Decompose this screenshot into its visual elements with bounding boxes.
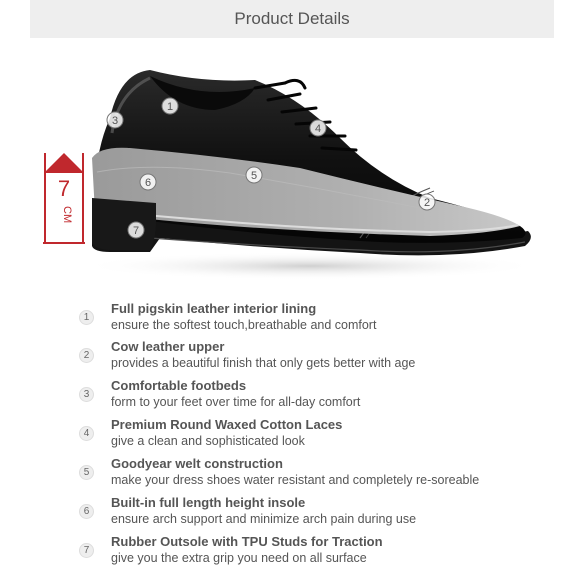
feature-title: Full pigskin leather interior lining — [111, 301, 317, 316]
shoe-illustration — [0, 38, 584, 290]
feature-description: ensure the softest touch,breathable and comfort — [111, 318, 377, 332]
callout-1 — [162, 98, 178, 114]
height-unit: CM — [61, 206, 73, 224]
item-number: 3 — [79, 387, 94, 402]
svg-text:1: 1 — [166, 101, 174, 113]
list-item — [0, 453, 584, 491]
item-number: 4 — [79, 426, 94, 441]
feature-title: Built-in full length height insole — [111, 495, 306, 510]
list-item — [0, 298, 584, 336]
page-header — [30, 0, 554, 38]
callout-2 — [419, 194, 435, 210]
feature-description: form to your feet over time for all-day comfort — [111, 395, 361, 409]
list-item — [0, 336, 584, 374]
floor-shadow — [80, 252, 540, 280]
feature-description: give a clean and sophisticated look — [111, 434, 305, 448]
item-number: 5 — [79, 465, 94, 480]
product-image — [0, 38, 584, 290]
height-indicator — [43, 153, 85, 244]
page-title: Product Details — [234, 9, 350, 28]
svg-text:6: 6 — [144, 177, 152, 189]
item-number: 1 — [79, 310, 94, 325]
item-number: 2 — [79, 348, 94, 363]
feature-title: Cow leather upper — [111, 339, 225, 354]
callout-4 — [310, 120, 326, 136]
heel — [92, 198, 156, 250]
svg-text:3: 3 — [111, 115, 119, 127]
feature-description: ensure arch support and minimize arch pain during use — [111, 512, 417, 526]
feature-description: provides a beautiful finish that only gets better with age — [111, 356, 416, 370]
svg-text:2: 2 — [423, 197, 431, 209]
up-arrow-icon — [44, 153, 84, 173]
feature-title: Comfortable footbeds — [111, 378, 247, 393]
list-item — [0, 414, 584, 452]
item-number: 7 — [79, 543, 94, 558]
feature-title: Premium Round Waxed Cotton Laces — [111, 417, 343, 432]
svg-text:7: 7 — [132, 225, 140, 237]
height-value: 7 — [57, 176, 71, 201]
list-item — [0, 375, 584, 413]
feature-description: make your dress shoes water resistant and completely re-soreable — [111, 473, 480, 487]
svg-text:5: 5 — [250, 170, 258, 182]
callout-7 — [128, 222, 144, 238]
svg-text:4: 4 — [314, 123, 322, 135]
callout-6 — [140, 174, 156, 190]
callout-5 — [246, 167, 262, 183]
feature-title: Goodyear welt construction — [111, 456, 283, 471]
list-item — [0, 492, 584, 530]
callout-3 — [107, 112, 123, 128]
feature-description: give you the extra grip you need on all surface — [111, 551, 367, 565]
item-number: 6 — [79, 504, 94, 519]
feature-title: Rubber Outsole with TPU Studs for Traction — [111, 534, 383, 549]
list-item — [0, 531, 584, 569]
